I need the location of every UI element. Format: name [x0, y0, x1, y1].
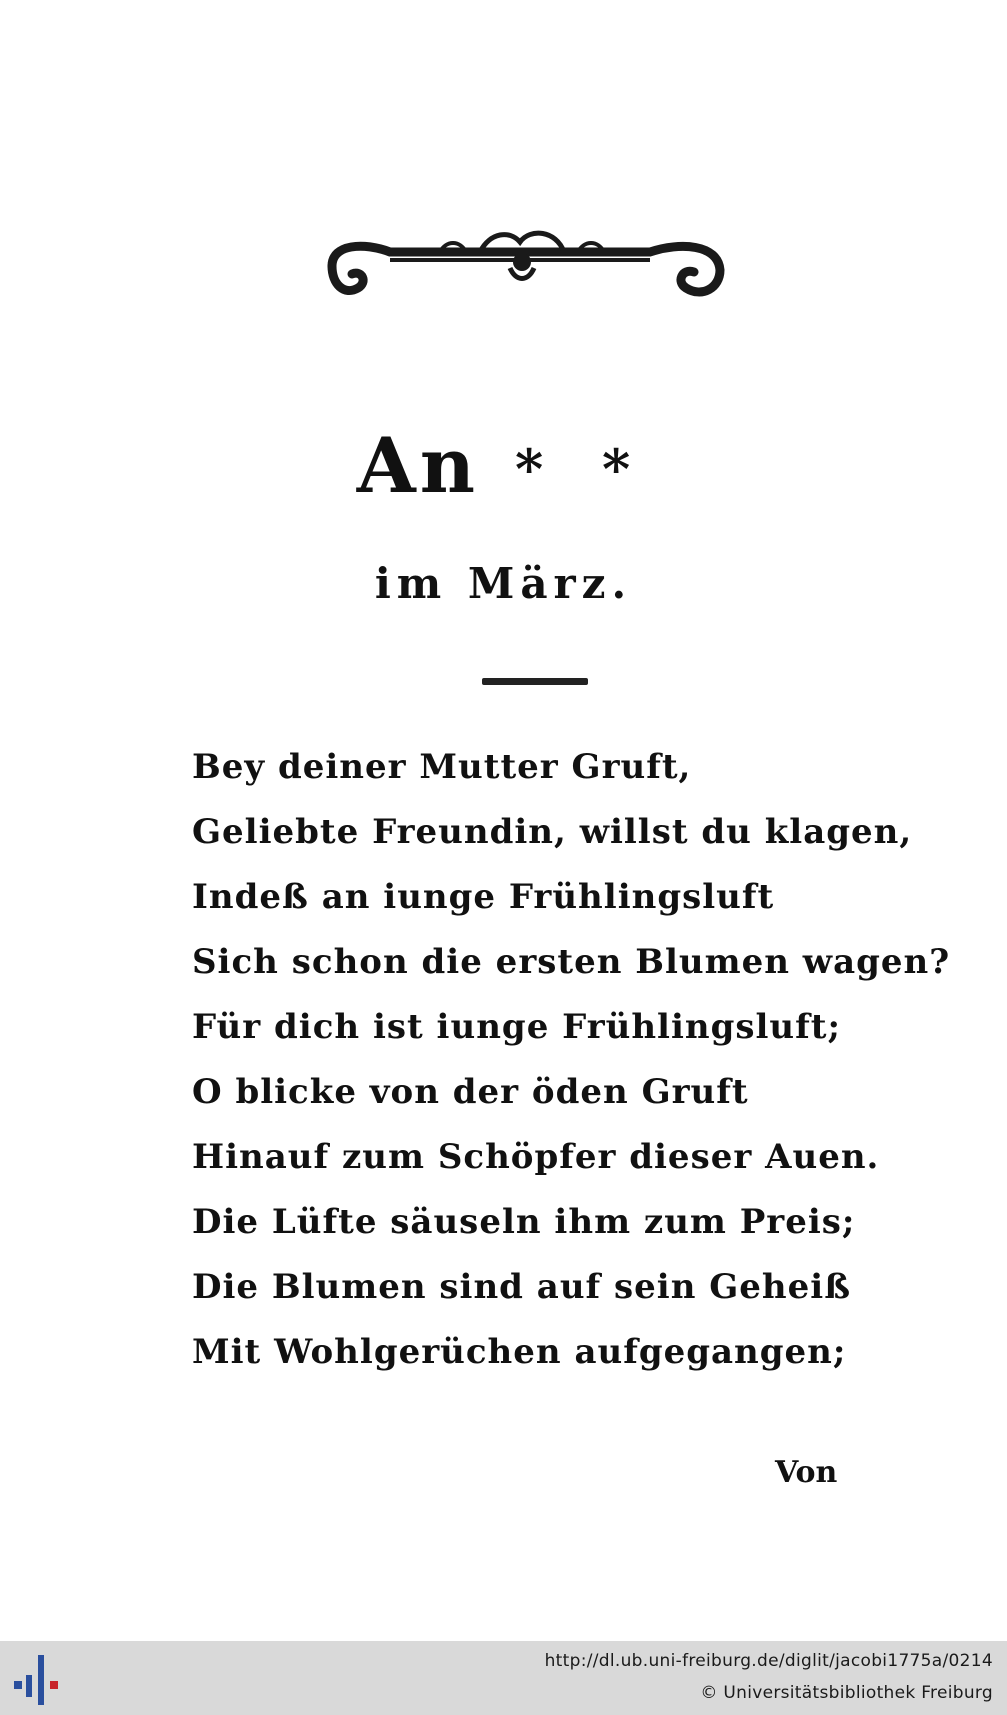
title-stars: * * — [514, 437, 651, 501]
decorative-ornament — [320, 222, 728, 310]
poem-line: Sich schon die ersten Blumen wagen? — [192, 942, 951, 982]
permalink-url[interactable]: http://dl.ub.uni-freiburg.de/diglit/jacobi1775a/0214 — [544, 1651, 993, 1671]
poem-line: Geliebte Freundin, willst du klagen, — [192, 812, 913, 852]
poem-line: Für dich ist iunge Frühlingsluft; — [192, 1007, 842, 1047]
footer-bar — [0, 1641, 1007, 1715]
poem-line: Indeß an iunge Frühlingsluft — [192, 877, 775, 917]
catchword: Von — [775, 1455, 838, 1490]
title-text: An — [356, 421, 479, 510]
poem-line: Mit Wohlgerüchen aufgegangen; — [192, 1332, 847, 1372]
poem-line: Hinauf zum Schöpfer dieser Auen. — [192, 1137, 880, 1177]
poem-line: Die Lüfte säuseln ihm zum Preis; — [192, 1202, 856, 1242]
copyright-notice: © Universitätsbibliothek Freiburg — [700, 1683, 993, 1703]
poem-title — [0, 421, 1007, 510]
poem-subtitle: im März. — [374, 559, 633, 608]
title-divider — [482, 678, 588, 685]
poem-line: O blicke von der öden Gruft — [192, 1072, 749, 1112]
poem-line: Die Blumen sind auf sein Geheiß — [192, 1267, 852, 1307]
ub-freiburg-logo-icon[interactable] — [14, 1655, 62, 1705]
poem-line: Bey deiner Mutter Gruft, — [192, 747, 692, 787]
